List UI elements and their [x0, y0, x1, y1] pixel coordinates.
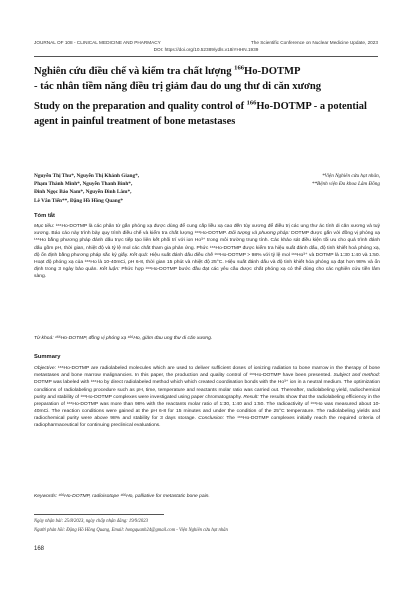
keywords-en: Keywords: ¹⁶⁶Ho-DOTMP, radioisotope ¹⁶⁶Ho, palliative for metastatic bone pain. — [34, 494, 210, 499]
affiliations: *Viện Nghiên cứu hạt nhân, **Bệnh viện Đa khoa Lâm Đồng — [311, 173, 380, 188]
journal-name: JOURNAL OF 108 - CLINICAL MEDICINE AND PHARMACY — [34, 40, 161, 45]
running-header — [34, 40, 378, 52]
footnote-divider — [34, 514, 164, 515]
page-number: 168 — [34, 546, 45, 552]
received-dates: Ngày nhận bài: 25/8/2023, ngày chấp nhận đăng: 19/9/2023 — [34, 519, 148, 524]
header-divider — [34, 56, 378, 57]
abstract-vn-heading: Tóm tắt — [34, 213, 55, 219]
author-list: Nguyễn Thị Thu*, Nguyễn Thị Khánh Giang*, Phạm Thành Minh*, Nguyễn Thanh Bình*, Đinh Ngọc Bảo Nam*, Nguyễn Đình Lâm*, Lê Văn Tiến**, Đặng Hồ Hồng Quang* — [34, 173, 140, 204]
abstract-en-body: Objective: ¹⁶⁶Ho-DOTMP are radiolabeled molecules which are used to deliver sufficient doses of ionizing radiation to bone marrow in the therapy of bone metastases and bone marrow malignancies. In this paper, the production and quality control of ¹⁶⁶Ho-DOTMP have been presented. Subject and method: DOTMP was labeled with ¹⁶⁶Ho by direct radiolabeled method which which created coordination bonds with the Ho³⁺ ion in a neutral medium. The optimization conditions of radiolabeling procedure such as pH, time, temperature and reactants molar ratio was carried out. Thereafter, radiolabeling yield, radiochemical purity and stability of ¹⁶⁶Ho-DOTMP complexes were investigated using paper chromatography. Result: The results show that the radiolabeling efficiency in the preparation of ¹⁶⁶Ho-DOTMP was more than 98% with the reactants molar ratio of 1:30, 1:40 and 1:50. The radioactivity of ¹⁶⁶Ho was measured about 10-40mCi. The reaction conditions were gained at the pH 6-8 for 15 minutes and under the condition of the 25°C temperature. The radiolabeling yields and radiochemical purity were above 98% and stability for 3 days storage. Conclusion: The ¹⁶⁶Ho-DOTMP complexes initially reach the required criteria of radiopharmaceutical for continuing preclinical evaluations. — [34, 366, 380, 429]
doi-link[interactable]: DOI: https://doi.org/10.52389/ydls.v18iYHHN.1939 — [153, 47, 259, 52]
title-english: Study on the preparation and quality control of $^{166}$Ho-DOTMP - a potential agent in painful treatment of bone metastases — [34, 99, 367, 127]
corresponding-author: Người phản hồi: Đặng Hồ Hồng Quang, Email: hongquanh24@gmail.com - Viện Nghiên cứu hạt nhân — [34, 528, 228, 533]
conference-name: The Scientific Conference on Nuclear Medicine Update, 2023 — [250, 40, 378, 45]
title-vietnamese: Nghiên cứu điều chế và kiểm tra chất lượng $^{166}$Ho-DOTMP - tác nhân tiềm năng điều trị giảm đau do ung thư di căn xương — [34, 64, 322, 93]
abstract-vn-body: Mục tiêu: ¹⁶⁶Ho-DOTMP là các phân tử gắn phóng xạ được dùng để cung cấp liều xạ cao đến tủy xương để điều trị các ung thư ác tính di căn xương và tuỷ xương. Báo cáo này trình bày quy trình điều chế và kiểm tra chất lượng ¹⁶⁶Ho-DOTMP. Đối tượng và phương pháp: DOTMP được gắn với đồng vị phóng xạ ¹⁶⁶Ho bằng phương pháp đánh dấu trực tiếp tạo liên kết phối trí với ion Ho³⁺ trong môi trường trung tính. Các khảo sát điều kiện tối ưu cho quá trình đánh dấu gồm pH, thời gian, nhiệt độ và tỷ lệ mol các chất tham gia phản ứng. Phức ¹⁶⁶Ho-DOTMP được kiểm tra hiệu suất đánh dấu, độ tinh khiết hoá phóng xạ, độ ổn định bằng phương pháp sắc ký giấy. Kết quả: Hiệu suất đánh dấu điều chế ¹⁶⁶Ho-DOTMP > 98% với tỷ lệ mol ¹⁶⁶Ho³⁺ và DOTMP là 1:30 1:40 và 1:50. Hoạt độ phóng xạ của ¹⁶⁶Ho là 10-40mCi, pH 6-8, thời gian 15 phút và nhiệt độ 25°C. Hiệu suất đánh dấu và độ tinh khiết hóa phóng xạ đạt hơn 98% và ổn định trong 3 ngày bảo quản. Kết luận: Phức hợp ¹⁶⁶Ho-DOTMP bước đầu đạt các yêu cầu được chất phóng xạ có thể dùng cho các nghiên cứu tiền lâm sàng. — [34, 224, 380, 280]
abstract-en-heading: Summary — [34, 354, 61, 360]
keywords-vn: Từ khoá: ¹⁶⁶Ho-DOTMP, đồng vị phóng xạ ¹⁶⁶Ho, giảm đau ung thư di căn xương. — [34, 336, 213, 341]
